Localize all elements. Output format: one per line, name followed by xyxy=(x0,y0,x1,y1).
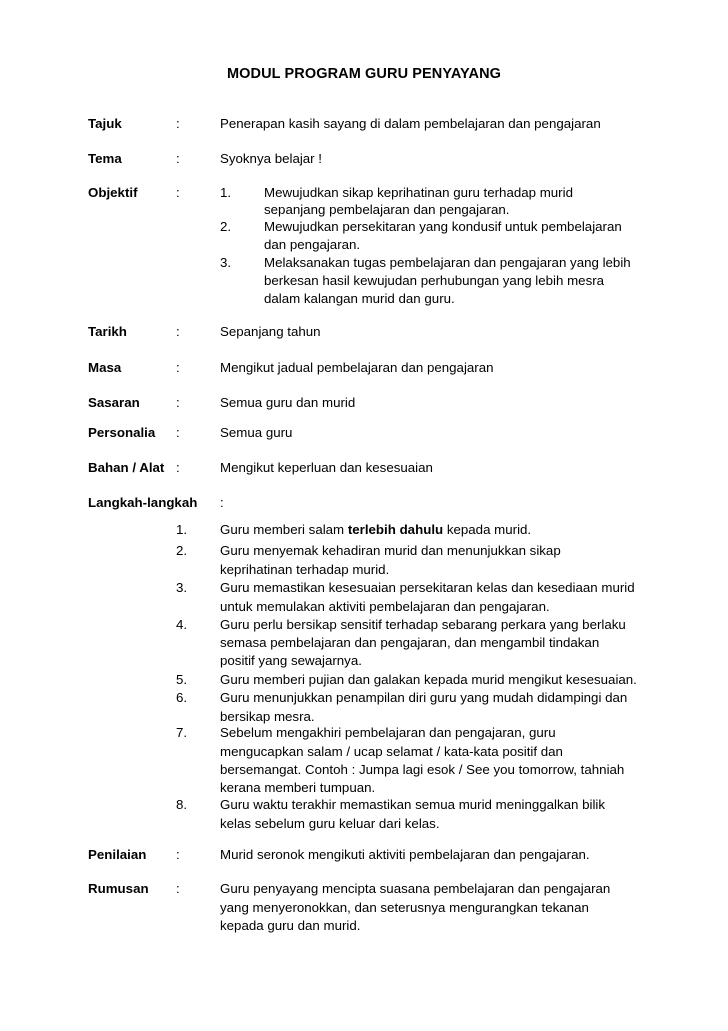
step-text: keprihatinan terhadap murid. xyxy=(220,562,390,577)
step-text: bersikap mesra. xyxy=(220,709,315,724)
step-number: 3. xyxy=(176,580,188,595)
step-text: kerana memberi tumpuan. xyxy=(220,780,376,795)
objective-text: dan pengajaran. xyxy=(264,237,361,252)
field-label: Penilaian xyxy=(88,847,147,862)
step-text: Guru menyemak kehadiran murid dan menunjukkan sikap xyxy=(220,543,561,558)
step-number: 5. xyxy=(176,672,188,687)
field-colon: : xyxy=(176,395,180,410)
objective-text: Mewujudkan sikap keprihatinan guru terhadap murid xyxy=(264,185,573,200)
step-text: Guru memastikan kesesuaian persekitaran kelas dan kesediaan murid xyxy=(220,580,635,595)
step-number: 8. xyxy=(176,797,188,812)
step-text-part: Guru memberi salam xyxy=(220,522,348,537)
field-colon: : xyxy=(176,425,180,440)
step-text: semasa pembelajaran dan pengajaran, dan mengambil tindakan xyxy=(220,635,600,650)
objective-number: 1. xyxy=(220,185,232,200)
objective-text: Mewujudkan persekitaran yang kondusif untuk pembelajaran xyxy=(264,219,622,234)
step-text: mengucapkan salam / ucap selamat / kata-kata positif dan xyxy=(220,744,563,759)
step-number: 7. xyxy=(176,725,188,740)
field-value: Murid seronok mengikuti aktiviti pembelajaran dan pengajaran. xyxy=(220,847,590,862)
step-text: untuk memulakan aktiviti pembelajaran dan pengajaran. xyxy=(220,599,550,614)
objective-text: sepanjang pembelajaran dan pengajaran. xyxy=(264,202,510,217)
field-colon: : xyxy=(220,495,224,510)
field-colon: : xyxy=(176,847,180,862)
objective-text: Melaksanakan tugas pembelajaran dan pengajaran yang lebih xyxy=(264,255,631,270)
field-colon: : xyxy=(176,881,180,896)
field-value: Mengikut jadual pembelajaran dan pengajaran xyxy=(220,360,494,375)
step-number: 1. xyxy=(176,522,188,537)
field-colon: : xyxy=(176,185,180,200)
field-value: Semua guru dan murid xyxy=(220,395,356,410)
field-value: Sepanjang tahun xyxy=(220,324,321,339)
step-text: positif yang sewajarnya. xyxy=(220,653,362,668)
field-colon: : xyxy=(176,324,180,339)
field-value-line: yang menyeronokkan, dan seterusnya mengurangkan tekanan xyxy=(220,900,589,915)
field-label: Tema xyxy=(88,151,122,166)
field-colon: : xyxy=(176,460,180,475)
step-text: Sebelum mengakhiri pembelajaran dan pengajaran, guru xyxy=(220,725,556,740)
step-text: kelas sebelum guru keluar dari kelas. xyxy=(220,816,440,831)
objective-text: dalam kalangan murid dan guru. xyxy=(264,291,455,306)
step-text: bersemangat. Contoh : Jumpa lagi esok / See you tomorrow, tahniah xyxy=(220,762,625,777)
field-label: Objektif xyxy=(88,185,138,200)
page-title: MODUL PROGRAM GURU PENYAYANG xyxy=(226,66,502,82)
step-number: 6. xyxy=(176,690,188,705)
field-rumusan xyxy=(0,881,728,941)
objective-number: 3. xyxy=(220,255,232,270)
step-text: Guru waktu terakhir memastikan semua murid meninggalkan bilik xyxy=(220,797,606,812)
field-value-line: kepada guru dan murid. xyxy=(220,918,361,933)
field-label: Personalia xyxy=(88,425,156,440)
objective-number: 2. xyxy=(220,219,232,234)
field-colon: : xyxy=(176,360,180,375)
objective-text: berkesan hasil kewujudan perhubungan yang lebih mesra xyxy=(264,273,605,288)
step-text xyxy=(220,522,531,537)
field-label: Langkah-langkah xyxy=(88,495,198,510)
field-value: Syoknya belajar ! xyxy=(220,151,322,166)
field-label: Masa xyxy=(88,360,122,375)
field-label: Rumusan xyxy=(88,881,149,896)
step-text: Guru perlu bersikap sensitif terhadap sebarang perkara yang berlaku xyxy=(220,617,626,632)
field-label: Bahan / Alat xyxy=(88,460,165,475)
field-value: Mengikut keperluan dan kesesuaian xyxy=(220,460,433,475)
field-label: Sasaran xyxy=(88,395,140,410)
field-label: Tarikh xyxy=(88,324,127,339)
field-value: Semua guru xyxy=(220,425,293,440)
field-label: Tajuk xyxy=(88,116,122,131)
step-text: Guru menunjukkan penampilan diri guru yang mudah didampingi dan xyxy=(220,690,628,705)
field-colon: : xyxy=(176,116,180,131)
step-text-bold: terlebih dahulu xyxy=(347,522,444,537)
step-number: 4. xyxy=(176,617,188,632)
field-value-line: Guru penyayang mencipta suasana pembelajaran dan pengajaran xyxy=(220,881,611,896)
step-text: Guru memberi pujian dan galakan kepada murid mengikut kesesuaian. xyxy=(220,672,637,687)
field-value: Penerapan kasih sayang di dalam pembelajaran dan pengajaran xyxy=(220,116,601,131)
step-number: 2. xyxy=(176,543,188,558)
step-text-part: kepada murid. xyxy=(443,522,532,537)
field-colon: : xyxy=(176,151,180,166)
